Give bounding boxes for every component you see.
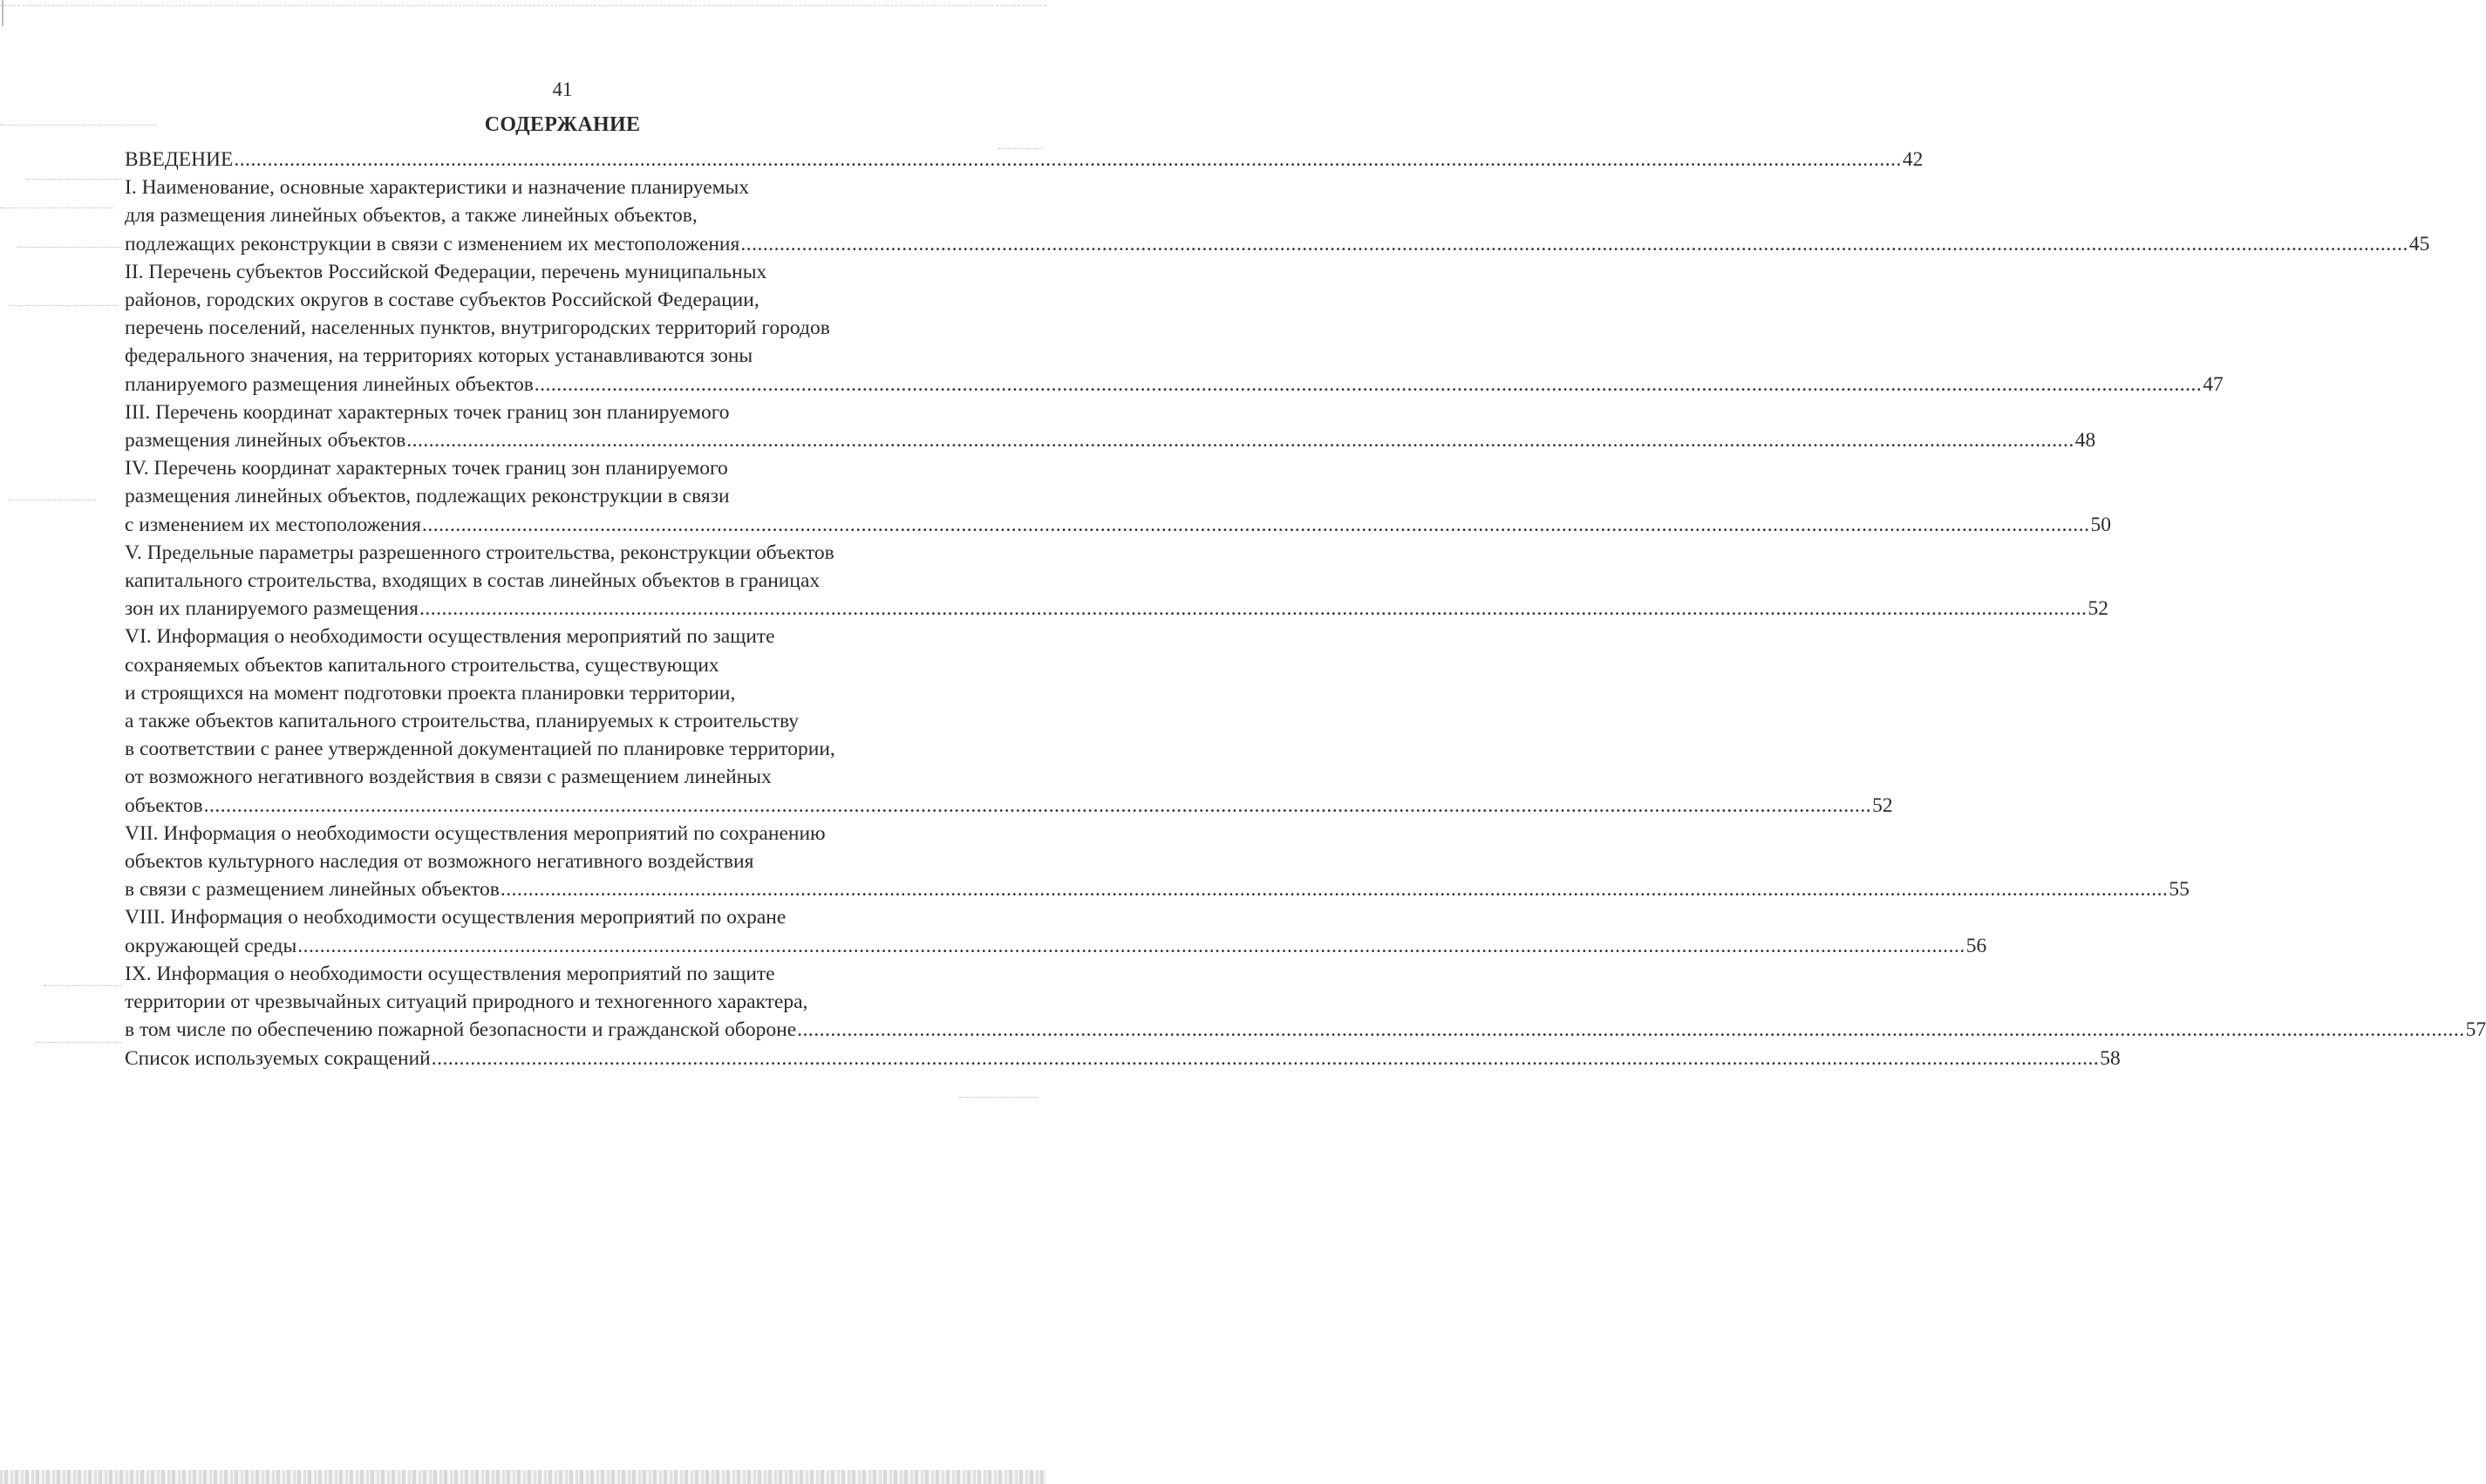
toc-page-number: 47	[2203, 372, 2224, 396]
toc-entry	[125, 398, 2096, 454]
toc-page-number: 58	[2100, 1046, 2121, 1070]
toc-entry-line: подлежащих реконструкции в связи с изменением их местоположения	[125, 232, 740, 255]
toc-entry	[125, 623, 1893, 819]
toc-entry-last-line	[125, 511, 2111, 539]
toc-entry-last-line	[125, 932, 1987, 960]
dot-leader: ............................................................................................................................................................................................................................................................................................................	[419, 597, 2088, 621]
toc-entry-last-line	[125, 875, 2190, 903]
toc-entry-line: капитального строительства, входящих в состав линейных объектов в границах	[125, 569, 821, 593]
toc-entry-line: VIII. Информация о необходимости осуществления мероприятий по охране	[125, 906, 787, 929]
toc-entry-last-line	[125, 146, 1924, 174]
scan-artifact-top	[0, 5, 1046, 8]
toc-entry-line: от возможного негативного воздействия в связи с размещением линейных	[125, 766, 772, 789]
dot-leader: ............................................................................................................................................................................................................................................................................................................	[406, 429, 2074, 453]
toc-page-number: 48	[2074, 429, 2096, 453]
toc-entry-line: и строящихся на момент подготовки проекта планировки территории,	[125, 681, 736, 705]
toc-entry-last-line	[125, 426, 2096, 454]
scan-artifact-mark	[0, 208, 113, 209]
toc-page-number: 56	[1965, 934, 1987, 957]
toc-entry-line: VII. Информация о необходимости осуществления мероприятий по сохранению	[125, 821, 826, 845]
toc-entry-line: I. Наименование, основные характеристики и назначение планируемых	[125, 176, 750, 200]
toc-entry	[125, 539, 2108, 623]
toc-entry-line: в связи с размещением линейных объектов	[125, 878, 500, 902]
dot-leader: ............................................................................................................................................................................................................................................................................................................	[797, 1018, 2465, 1042]
toc-entry-line: VI. Информация о необходимости осуществления мероприятий по защите	[125, 625, 775, 649]
toc-entry	[125, 174, 2430, 258]
toc-entry-line: с изменением их местоположения	[125, 513, 421, 536]
page-number: 41	[552, 78, 573, 100]
toc-entry-line: IV. Перечень координат характерных точек границ зон планируемого	[125, 457, 728, 480]
toc-entry-line: а также объектов капитального строительства, планируемых к строительству	[125, 710, 800, 733]
toc-page-number: 52	[1872, 793, 1893, 817]
scan-artifact-mark	[9, 305, 118, 307]
scan-artifact-mark	[35, 1042, 122, 1044]
toc-entry-last-line	[125, 230, 2430, 258]
scan-artifact-mark	[44, 985, 122, 987]
dot-leader: ............................................................................................................................................................................................................................................................................................................	[534, 372, 2203, 396]
toc-entry-line: в соответствии с ранее утвержденной документацией по планировке территории,	[125, 738, 835, 761]
toc-entry	[125, 820, 2190, 904]
toc-entry-line: сохраняемых объектов капитального строительства, существующих	[125, 653, 719, 677]
dot-leader: ............................................................................................................................................................................................................................................................................................................	[203, 793, 1872, 817]
toc-entry-line: Список используемых сокращений	[125, 1046, 431, 1070]
scan-artifact-mark	[959, 1097, 1038, 1099]
toc-entry	[125, 1045, 2121, 1072]
dot-leader: ............................................................................................................................................................................................................................................................................................................	[431, 1046, 2100, 1070]
scan-artifact-mark	[9, 500, 96, 501]
toc-page-number: 45	[2408, 232, 2430, 255]
toc-entry-line: зон их планируемого размещения	[125, 597, 419, 621]
toc-entry-line: IX. Информация о необходимости осуществления мероприятий по защите	[125, 962, 775, 985]
toc-entry-last-line	[125, 1045, 2121, 1072]
toc-entry	[125, 258, 2224, 398]
toc-entry-line: объектов	[125, 793, 203, 817]
toc-entry-line: планируемого размещения линейных объектов	[125, 372, 534, 396]
toc-entry	[125, 903, 1987, 959]
toc-entry	[125, 960, 2486, 1045]
scan-artifact-left	[2, 0, 3, 26]
dot-leader: ............................................................................................................................................................................................................................................................................................................	[234, 148, 1902, 171]
toc-page-number: 42	[1902, 148, 1924, 171]
toc-page-number: 55	[2169, 878, 2190, 902]
toc-entry-line: ВВЕДЕНИЕ	[125, 148, 234, 171]
toc-entry-line: II. Перечень субъектов Российской Федерации, перечень муниципальных	[125, 260, 767, 283]
toc-title: СОДЕРЖАНИЕ	[484, 113, 641, 136]
toc-entry-line: районов, городских округов в составе субъектов Российской Федерации,	[125, 289, 759, 312]
toc-entry	[125, 146, 1924, 174]
toc-entry-last-line	[125, 371, 2224, 398]
scan-artifact-mark	[26, 179, 122, 180]
toc-entry-line: V. Предельные параметры разрешенного строительства, реконструкции объектов	[125, 541, 834, 564]
toc-page-number: 52	[2088, 597, 2108, 621]
toc-entry-line: для размещения линейных объектов, а также линейных объектов,	[125, 204, 698, 228]
toc-entry-last-line	[125, 1016, 2486, 1044]
dot-leader: ............................................................................................................................................................................................................................................................................................................	[500, 878, 2169, 902]
toc-entry-line: размещения линейных объектов, подлежащих реконструкции в связи	[125, 485, 730, 508]
dot-leader: ............................................................................................................................................................................................................................................................................................................	[297, 934, 1965, 957]
toc-entry-line: размещения линейных объектов	[125, 429, 406, 453]
scan-artifact-bottom	[0, 1470, 1046, 1484]
scan-artifact-mark	[17, 247, 122, 248]
toc-entry-line: объектов культурного наследия от возможного негативного воздействия	[125, 850, 754, 874]
toc-entry-line: федерального значения, на территориях которых устанавливаются зоны	[125, 344, 753, 368]
toc-entry-line: территории от чрезвычайных ситуаций природного и техногенного характера,	[125, 990, 808, 1014]
toc-entry-line: окружающей среды	[125, 934, 297, 957]
toc-entry-line: перечень поселений, населенных пунктов, внутригородских территорий городов	[125, 317, 830, 340]
toc-entry	[125, 454, 2111, 539]
dot-leader: ............................................................................................................................................................................................................................................................................................................	[421, 513, 2090, 536]
toc-entry-last-line	[125, 595, 2108, 623]
toc-entry-line: III. Перечень координат характерных точек границ зон планируемого	[125, 400, 730, 424]
toc-page-number: 50	[2090, 513, 2111, 536]
table-of-contents	[125, 146, 2486, 1072]
toc-entry-last-line	[125, 792, 1893, 820]
toc-page-number: 57	[2465, 1018, 2486, 1042]
toc-entry-line: в том числе по обеспечению пожарной безопасности и гражданской обороне	[125, 1018, 797, 1042]
dot-leader: ............................................................................................................................................................................................................................................................................................................	[740, 232, 2408, 255]
